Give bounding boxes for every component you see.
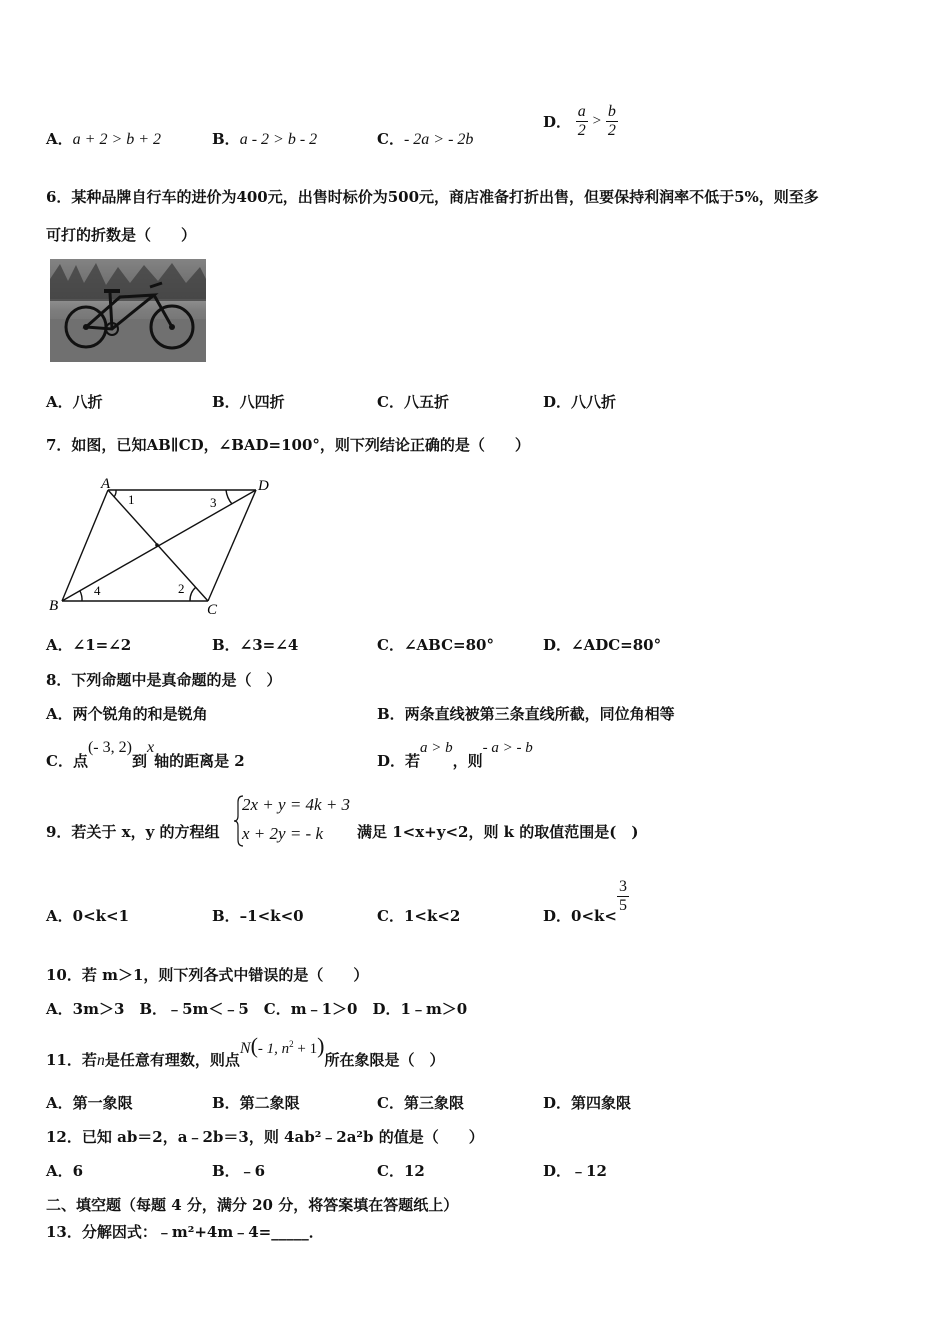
q9-option-c: C．1<k<2 <box>377 907 461 925</box>
result-expr: - a > - b <box>482 740 533 756</box>
stem-prefix: 11．若 <box>46 1051 97 1069</box>
stem-suffix: 所在象限是（ ） <box>324 1051 445 1069</box>
variable-n: n <box>96 1052 105 1069</box>
option-label: A． <box>46 130 73 148</box>
angle-arc-4 <box>80 591 82 601</box>
option-label: D． <box>543 113 572 131</box>
angle-2-label: 2 <box>178 581 185 596</box>
equation-system <box>233 794 363 848</box>
angle-4-label: 4 <box>94 583 101 598</box>
axis-variable: x <box>146 739 155 756</box>
q6-stem-line2: 可打的折数是（ ） <box>46 226 197 244</box>
option-label: C． <box>377 130 404 148</box>
q7-option-a: A．∠1=∠2 <box>46 636 132 654</box>
point-tail: + 1 <box>293 1041 318 1057</box>
q6-option-b: B．八四折 <box>212 393 285 411</box>
q5-option-c <box>377 128 473 149</box>
q12-option-b: B．﹣6 <box>212 1162 266 1180</box>
option-expr: a - 2 > b - 2 <box>239 131 318 148</box>
q11-option-b: B．第二象限 <box>212 1094 300 1112</box>
q13-stem: 13．分解因式：﹣m²+4m﹣4=_____． <box>46 1223 324 1241</box>
q9-option-b: B．–1<k<0 <box>212 907 304 925</box>
q6-stem-line1: 6．某种品牌自行车的进价为400元，出售时标价为500元，商店准备打折出售，但要保持利润率不低于5%，则至多 <box>46 188 819 206</box>
option-c-prefix: C．点 <box>46 752 88 770</box>
point-coordinates: (- 3, 2) <box>87 739 132 756</box>
open-paren: ( <box>250 1033 258 1058</box>
q8-option-c <box>46 736 245 772</box>
point-args: - 1, n <box>257 1041 290 1057</box>
option-d-mid: ，则 <box>452 752 483 770</box>
angle-3-label: 3 <box>210 495 217 510</box>
q10-options: A．3m＞3 B．﹣5m＜﹣5 C．m﹣1＞0 D．1﹣m＞0 <box>46 1000 468 1018</box>
q8-stem: 8．下列命题中是真命题的是（ ） <box>46 671 282 689</box>
bicycle-photo <box>50 259 206 362</box>
option-label: B． <box>212 130 240 148</box>
vertex-a-label: A <box>101 476 111 492</box>
q12-option-d: D．﹣12 <box>543 1162 607 1180</box>
equation-2: x + 2y = - k <box>242 824 323 843</box>
q7-option-b: B．∠3=∠4 <box>212 636 299 654</box>
option-c-suffix: 轴的距离是 2 <box>154 752 245 770</box>
close-paren: ) <box>317 1033 325 1058</box>
diagonal-bd <box>62 490 256 601</box>
q9-stem-suffix: 满足 1<x+y<2，则 k 的取值范围是( ) <box>357 823 639 841</box>
option-d-prefix: D．若 <box>377 752 421 770</box>
greater-than: > <box>592 113 602 129</box>
q9-option-d <box>543 878 629 925</box>
q12-stem: 12．已知 ab＝2，a﹣2b＝3，则 4ab²﹣2a²b 的值是（ ） <box>46 1128 484 1146</box>
section-2-heading: 二、填空题（每题 4 分，满分 20 分，将答案填在答题纸上） <box>46 1196 459 1214</box>
q6-option-d: D．八八折 <box>543 393 617 411</box>
q8-option-a: A．两个锐角的和是锐角 <box>46 705 208 723</box>
q6-option-c: C．八五折 <box>377 393 449 411</box>
angle-arc-1 <box>114 490 116 497</box>
option-expr: - 2a > - 2b <box>403 131 474 148</box>
fraction-3-over-5: $\frac{3}{5}$ <box>618 878 627 914</box>
q10-stem: 10．若 m＞1，则下列各式中错误的是（ ） <box>46 966 369 984</box>
vertex-d-label: D <box>258 478 269 494</box>
angle-arc-2 <box>190 587 196 601</box>
q5-option-d <box>543 103 618 140</box>
angle-arc-3 <box>226 490 232 504</box>
q7-option-d: D．∠ADC=80° <box>543 636 662 654</box>
q6-option-a: A．八折 <box>46 393 103 411</box>
option-d-prefix: D．0<k< <box>543 907 617 925</box>
q9-stem-prefix: 9．若关于 x，y 的方程组 <box>46 823 220 841</box>
q12-option-a: A．6 <box>46 1162 84 1180</box>
q11-option-a: A．第一象限 <box>46 1094 133 1112</box>
option-expr: a + 2 > b + 2 <box>72 131 162 148</box>
q8-option-b: B．两条直线被第三条直线所截，同位角相等 <box>377 705 675 723</box>
segment-ab <box>62 490 108 601</box>
point-name: N <box>239 1040 251 1057</box>
q5-option-a <box>46 128 161 149</box>
stem-mid: 是任意有理数，则点 <box>104 1051 240 1069</box>
q5-option-b <box>212 128 317 149</box>
equation-1: 2x + y = 4k + 3 <box>242 795 351 814</box>
vertex-b-label: B <box>49 598 59 614</box>
q11-stem <box>46 1033 444 1069</box>
parallelogram-figure <box>44 474 280 620</box>
option-c-mid: 到 <box>131 752 147 770</box>
angle-1-label: 1 <box>128 492 135 507</box>
q7-stem: 7．如图，已知AB∥CD，∠BAD=100°，则下列结论正确的是（ ） <box>46 436 530 454</box>
q7-option-c: C．∠ABC=80° <box>377 636 494 654</box>
condition-expr: a > b <box>420 740 453 756</box>
vertex-c-label: C <box>207 602 218 618</box>
fraction-b-over-2: $\frac{b}{2}$ <box>607 103 616 139</box>
q11-option-d: D．第四象限 <box>543 1094 632 1112</box>
q11-option-c: C．第三象限 <box>377 1094 464 1112</box>
q8-option-d <box>377 736 533 772</box>
q9-option-a: A．0<k<1 <box>46 907 130 925</box>
q12-option-c: C．12 <box>377 1162 425 1180</box>
exponent: 2 <box>289 1039 294 1049</box>
fraction-a-over-2: $\frac{a}{2}$ <box>577 103 586 139</box>
